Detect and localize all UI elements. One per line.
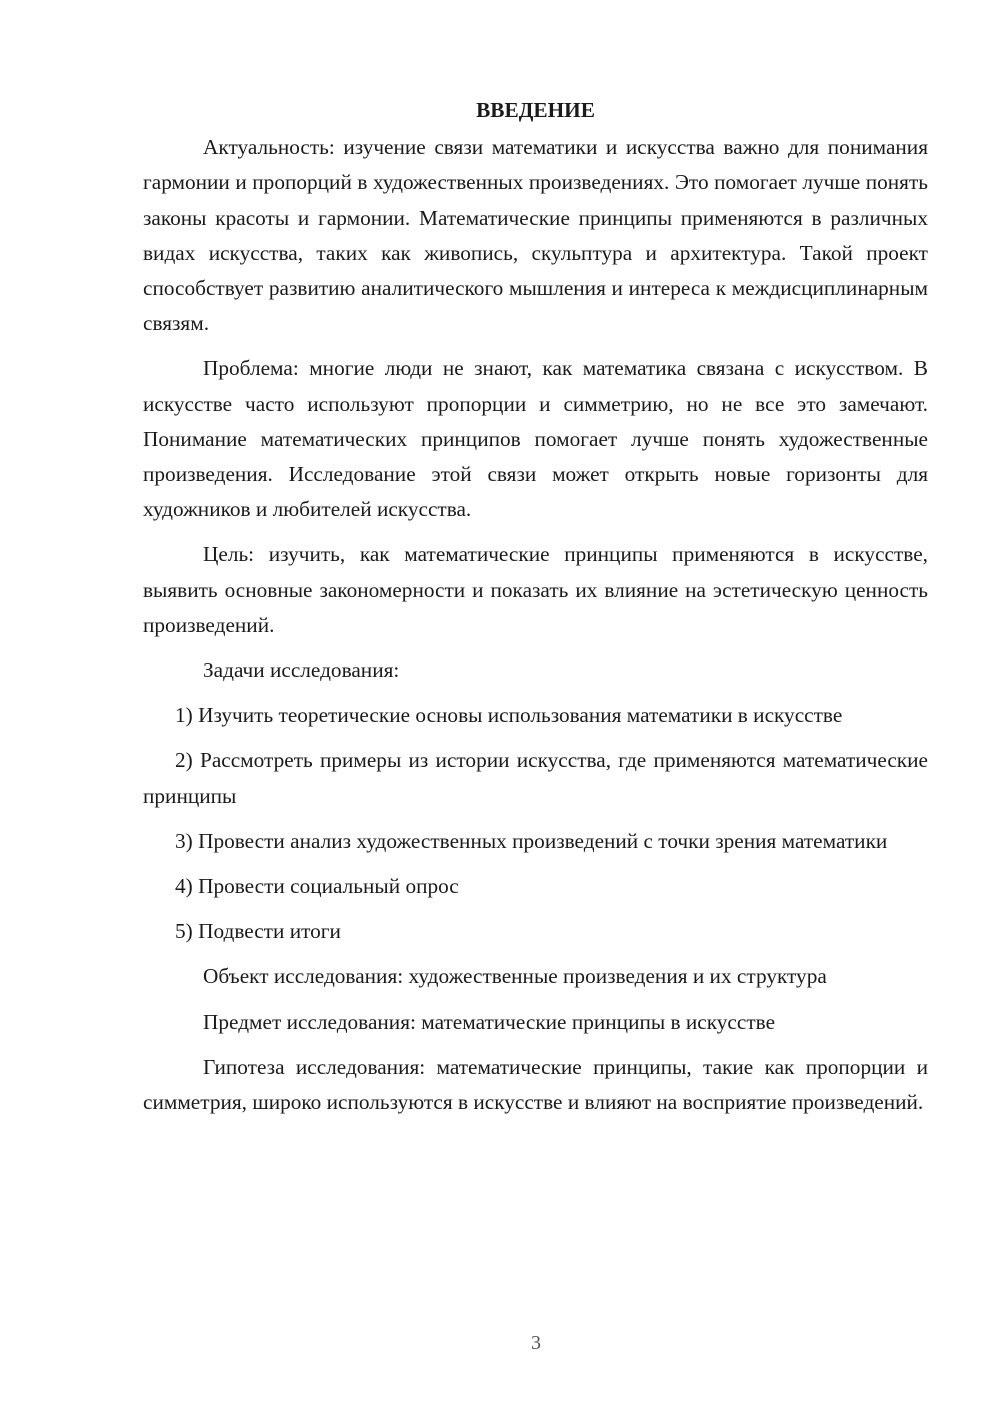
document-page — [143, 93, 928, 1130]
subject-paragraph: Предмет исследования: математические принципы в искусстве — [203, 1009, 776, 1034]
tasks-heading: Задачи исследования: — [203, 658, 400, 683]
relevance-paragraph: Актуальность: изучение связи математики и искусства важно для понимания гармонии и пропорций в художественных произведениях. Это помогает лучше понять законы красоты и гармонии. Математические принципы применяются в различных видах искусства, таких как живопись, скульптура и архитектура. Такой проект способствует развитию аналитического мышления и интереса к междисциплинарным связям. — [143, 135, 928, 336]
task-item-1: 1) Изучить теоретические основы использования математики в искусстве — [175, 703, 843, 728]
object-paragraph: Объект исследования: художественные произведения и их структура — [203, 964, 827, 989]
task-item-3: 3) Провести анализ художественных произведений с точки зрения математики — [175, 828, 888, 853]
task-item-4: 4) Провести социальный опрос — [175, 874, 459, 899]
problem-paragraph: Проблема: многие люди не знают, как математика связана с искусством. В искусстве часто используют пропорции и симметрию, но не все это замечают. Понимание математических принципов помогает лучше понять художественные произведения. Исследование этой связи может открыть новые горизонты для художников и любителей искусства. — [143, 356, 928, 522]
task-item-2: 2) Рассмотреть примеры из истории искусства, где применяются математические принципы — [143, 748, 928, 808]
hypothesis-paragraph: Гипотеза исследования: математические принципы, такие как пропорции и симметрия, широко используются в искусстве и влияют на восприятие произведений. — [143, 1054, 928, 1115]
page-title: ВВЕДЕНИЕ — [476, 98, 595, 122]
task-item-5: 5) Подвести итоги — [175, 919, 341, 944]
tasks-list — [143, 698, 928, 949]
goal-paragraph: Цель: изучить, как математические принципы применяются в искусстве, выявить основные закономерности и показать их влияние на эстетическую ценность произведений. — [143, 542, 928, 637]
page-number: 3 — [531, 1332, 541, 1354]
